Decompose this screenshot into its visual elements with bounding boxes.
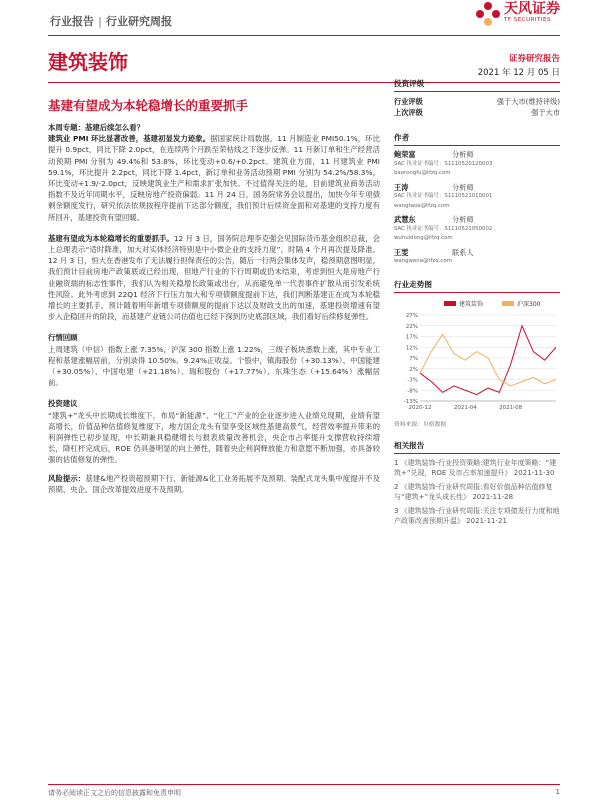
crumb-industry-report[interactable]: 行业报告 xyxy=(50,15,94,28)
author-sac: SAC 执业证书编号：S1110520120003 xyxy=(394,160,493,167)
author-name: 王涛 xyxy=(394,182,409,192)
y-tick-label: -3% xyxy=(407,377,418,383)
section-market-review xyxy=(48,332,380,388)
legend-swatch xyxy=(502,301,514,306)
related-report-link[interactable]: 1 《建筑装饰-行业投资策略:建筑行业年度策略：“建筑+”兑现，ROE 及市占率加速提升》 2021-11-30 xyxy=(394,458,557,478)
crumb-weekly[interactable]: 行业研究周报 xyxy=(106,15,173,28)
report-date: 2021 年 12 月 05 日 xyxy=(477,68,560,78)
header-bar xyxy=(48,1,560,36)
breadcrumb xyxy=(50,13,172,29)
section-body: 据国家统计局数据，11 月制造业 PMI50.1%，环比提升 0.9pct，同比下降 2.0pct，在连续两个月跌至荣枯线之下逐步反弹。11 月新订单和生产经营活动预期 PMI 分别为 49.4%和 53.8%，环比变动+0.6/+0.2pct。建筑业方面，11 月建筑业 PMI 59.1%，环比提升 2.2pct，同比下降 1.4pct，新订单和业务活动预期 PMI 分别为 54.2%/58.3%，环比变动+1.9/-2.0pct，反映建筑业生产和需求扩张加快。不过值得关注的是，目前建筑业商务活动指数不及近年同期水平，反映房地产投资偏弱。11 月 24 日，国务院常务会议提出，加快今年专项债剩余额度发行，研究依法依规按程序提前下达部分额度，我们预计后续资金面和对基建的支持力度有所回升，基建投资有望回暖。 xyxy=(48,134,380,222)
y-tick-label: -13% xyxy=(403,398,418,405)
report-title: 基建有望成为本轮稳增长的重要抓手 xyxy=(48,98,249,113)
author-role: 联系人 xyxy=(452,247,474,257)
author-sac: SAC 执业证书编号：S1110521050002 xyxy=(394,225,493,232)
footer xyxy=(48,784,560,798)
related-list xyxy=(394,458,560,528)
chart-title: 行业走势图 xyxy=(394,279,560,293)
x-tick-label: 2020-12 xyxy=(408,404,432,411)
section-lead: 建筑业 PMI 环比显著改善，基建初显发力迹象。 xyxy=(48,134,211,144)
author-card xyxy=(394,215,560,244)
author-email[interactable]: wangtaoa@tfzq.com xyxy=(394,202,450,209)
section-investment-advice xyxy=(48,398,380,465)
sector-title: 建筑装饰 xyxy=(48,50,128,74)
trend-chart xyxy=(394,297,560,417)
prev-rating-row xyxy=(394,107,560,118)
author-sac: SAC 执业证书编号：S1110521010001 xyxy=(394,193,493,199)
y-tick-label: 17% xyxy=(405,334,418,340)
author-card xyxy=(394,248,560,267)
series-line xyxy=(420,334,556,386)
section-risk xyxy=(48,473,380,495)
author-name: 武慧东 xyxy=(394,215,416,224)
series-line xyxy=(420,325,556,394)
legend-label: 沪深300 xyxy=(517,300,541,308)
main-body xyxy=(48,122,380,502)
related-report-link[interactable]: 3 《建筑装饰-行业研究周报:关注专项债发行力度和地产政策改善预期升温》 2021-11-21 xyxy=(394,506,560,526)
author-email[interactable]: wangwena@tfzq.com xyxy=(394,258,452,264)
author-name: 王雯 xyxy=(394,247,409,257)
legend-swatch xyxy=(444,301,456,306)
y-tick-label: 7% xyxy=(409,355,418,362)
x-tick-label: 2021-04 xyxy=(453,404,477,411)
authors-title: 作者 xyxy=(394,132,560,146)
y-tick-label: 2% xyxy=(409,366,418,373)
section-heading: 行情回顾 xyxy=(48,333,78,343)
section-body: 基建&地产投资超预期下行、新能源&化工业务拓展不及预期、装配式龙头集中度提升不及预期、央企、国企改革提效进度不及预期。 xyxy=(48,473,380,494)
author-email[interactable]: baorongfu@tfzq.com xyxy=(394,170,451,176)
y-tick-label: 22% xyxy=(405,323,418,330)
author-name: 鲍荣富 xyxy=(394,150,416,159)
chart-source: 资料来源：贝格数据 xyxy=(394,421,447,428)
related-report-link[interactable]: 2 《建筑装饰-行业研究周报:看好价值品种估值修复与“建筑+”龙头成长性》 2021-11-28 xyxy=(394,482,553,502)
logo-mark-icon xyxy=(476,2,500,26)
y-tick-label: 12% xyxy=(405,344,418,351)
y-tick-label: -8% xyxy=(407,387,418,394)
section-body: 上周建筑（中信）指数上涨 7.35%，沪深 300 指数上涨 1.22%，三级子板块悉数上涨，其中专业工程和基建涨幅居前，分别录得 10.50%、9.24%正收益。个股中，镇海股份（+30.13%）、中国能建（+30.05%）、中国电建（+21.18%）、瑞和股份（+17.77%）、东珠生态（+15.64%）涨幅居前。 xyxy=(48,344,380,388)
section-lead: 风险提示： xyxy=(48,473,86,483)
section-weekly-topic xyxy=(48,122,380,223)
related-title: 相关报告 xyxy=(394,440,560,454)
author-role: 分析师 xyxy=(452,182,474,192)
sidebar xyxy=(394,78,560,530)
x-tick-label: 2021-08 xyxy=(499,404,523,411)
disclaimer-text: 请务必阅读正文之后的信息披露和免责申明 xyxy=(48,789,181,797)
author-card xyxy=(394,183,560,212)
page-number: 1 xyxy=(555,788,560,796)
logo-sub: TF SECURITIES xyxy=(504,17,551,23)
trend-chart-svg xyxy=(394,297,560,417)
rating-title: 投资评级 xyxy=(394,78,560,92)
author-role: 分析师 xyxy=(452,150,474,159)
rating-value: 强于大市(维持评级) xyxy=(496,97,560,106)
section-heading: 本周专题：基建后续怎么看？ xyxy=(48,123,145,132)
section-heading: 投资建议 xyxy=(48,399,78,409)
company-logo xyxy=(476,2,560,26)
legend-label: 建筑装饰 xyxy=(459,300,484,308)
section-lead: 基建有望成为本轮稳增长的重要抓手。 xyxy=(48,233,174,243)
author-role: 分析师 xyxy=(452,215,474,224)
report-type: 证券研究报告 xyxy=(508,54,560,64)
section-body: “建筑+”龙头中长期成长维度下，布局“新能源”、“化工”产业的企业逐步进入业绩兑现期，业绩有望高增长，价值品种估值修复维度下，地方国企龙头有望享受区域性基建高景气，经营效率提升带来的利润弹性已初步显现，中长期兼具稳健增长与报表质量改善机会，央企市占率提升支撑营收持续增长，降杠杆完成后，ROE 仍具备明显的向上弹性，随着央企利润释放能力和意愿不断加强，亦具备较强的估值修复的弹性。 xyxy=(48,410,380,465)
author-email[interactable]: wuhuidong@tfzq.com xyxy=(394,235,453,241)
author-card xyxy=(394,150,560,179)
prev-rating-value: 强于大市 xyxy=(531,108,560,117)
logo-name: 天风证券 xyxy=(504,1,560,17)
section-growth xyxy=(48,233,380,323)
rating-label: 行业评级 xyxy=(394,97,423,106)
rating-row xyxy=(394,96,560,107)
crumb-separator: | xyxy=(98,15,103,28)
prev-rating-label: 上次评级 xyxy=(394,108,423,117)
y-tick-label: 27% xyxy=(405,312,418,319)
section-body: 12 月 3 日，国务院总理李克强会见国际货币基金组织总裁，会上总理表示“适时降准，加大对实体经济特别是中小微企业的支持力度”，时隔 4 个月再次提及降准。12 月 3 日，恒大在香港发布了无法履行担保责任的公告，随后一行两会集体发声，稳预期意图明显，我们预计目前房地产政策底或已经出现，但地产行业的下行周期或仍未结束，考虑到恒大是房地产行业融资端的标志性事件，我们认为相关稳增长政策或出台，从而避免单一代表事件扩散从而引发系统性风险。此外考虑到 22Q1 经济下行压力加大和专项债额度提前下达，我们判断基建正在成为本轮稳增长的主要抓手，预计随着明年新增专项债额度的提前下达以及财政支出的加速，基建投资增速有望步入企稳回升的阶段，而基建产业链公司估值也已经下探到历史底部区域，我们看好后续修复弹性。 xyxy=(48,233,380,322)
